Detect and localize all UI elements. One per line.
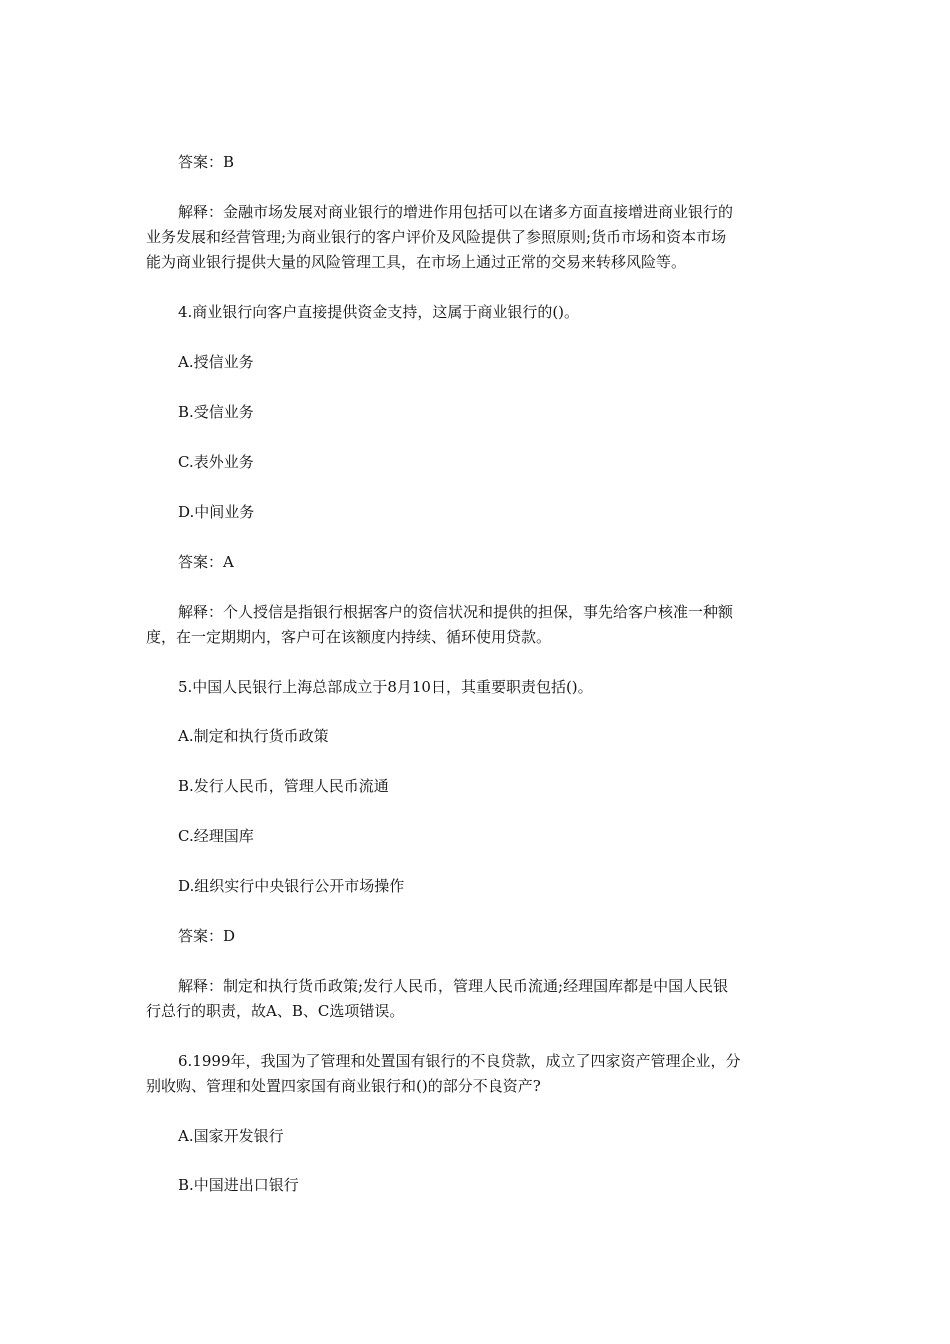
explanation-line: 解释：制定和执行货币政策;发行人民币，管理人民币流通;经理国库都是中国人民银 xyxy=(178,977,729,995)
answer-line: 答案：A xyxy=(178,553,234,571)
option-line: C.表外业务 xyxy=(178,453,254,471)
explanation-line: 行总行的职责，故A、B、C选项错误。 xyxy=(146,1002,405,1020)
explanation-line: 能为商业银行提供大量的风险管理工具，在市场上通过正常的交易来转移风险等。 xyxy=(146,253,687,271)
question-line: 4.商业银行向客户直接提供资金支持，这属于商业银行的()。 xyxy=(178,303,580,321)
question-line: 别收购、管理和处置四家国有商业银行和()的部分不良资产? xyxy=(146,1077,541,1095)
option-line: A.制定和执行货币政策 xyxy=(178,727,329,745)
answer-line: 答案：B xyxy=(178,153,235,171)
explanation-line: 业务发展和经营管理;为商业银行的客户评价及风险提供了参照原则;货币市场和资本市场 xyxy=(146,228,727,246)
option-line: C.经理国库 xyxy=(178,827,254,845)
option-line: B.中国进出口银行 xyxy=(178,1176,299,1194)
explanation-line: 解释：个人授信是指银行根据客户的资信状况和提供的担保，事先给客户核准一种额 xyxy=(178,603,734,621)
option-line: B.发行人民币，管理人民币流通 xyxy=(178,777,389,795)
option-line: D.组织实行中央银行公开市场操作 xyxy=(178,877,405,895)
explanation-line: 解释：金融市场发展对商业银行的增进作用包括可以在诸多方面直接增进商业银行的 xyxy=(178,203,734,221)
option-line: A.授信业务 xyxy=(178,353,254,371)
option-line: B.受信业务 xyxy=(178,403,254,421)
answer-line: 答案：D xyxy=(178,927,236,945)
explanation-line: 度，在一定期期内，客户可在该额度内持续、循环使用贷款。 xyxy=(146,628,552,646)
option-line: A.国家开发银行 xyxy=(178,1127,284,1145)
option-line: D.中间业务 xyxy=(178,503,255,521)
question-line: 6.1999年，我国为了管理和处置国有银行的不良贷款，成立了四家资产管理企业，分 xyxy=(178,1052,741,1070)
question-line: 5.中国人民银行上海总部成立于8月10日，其重要职责包括()。 xyxy=(178,678,593,696)
